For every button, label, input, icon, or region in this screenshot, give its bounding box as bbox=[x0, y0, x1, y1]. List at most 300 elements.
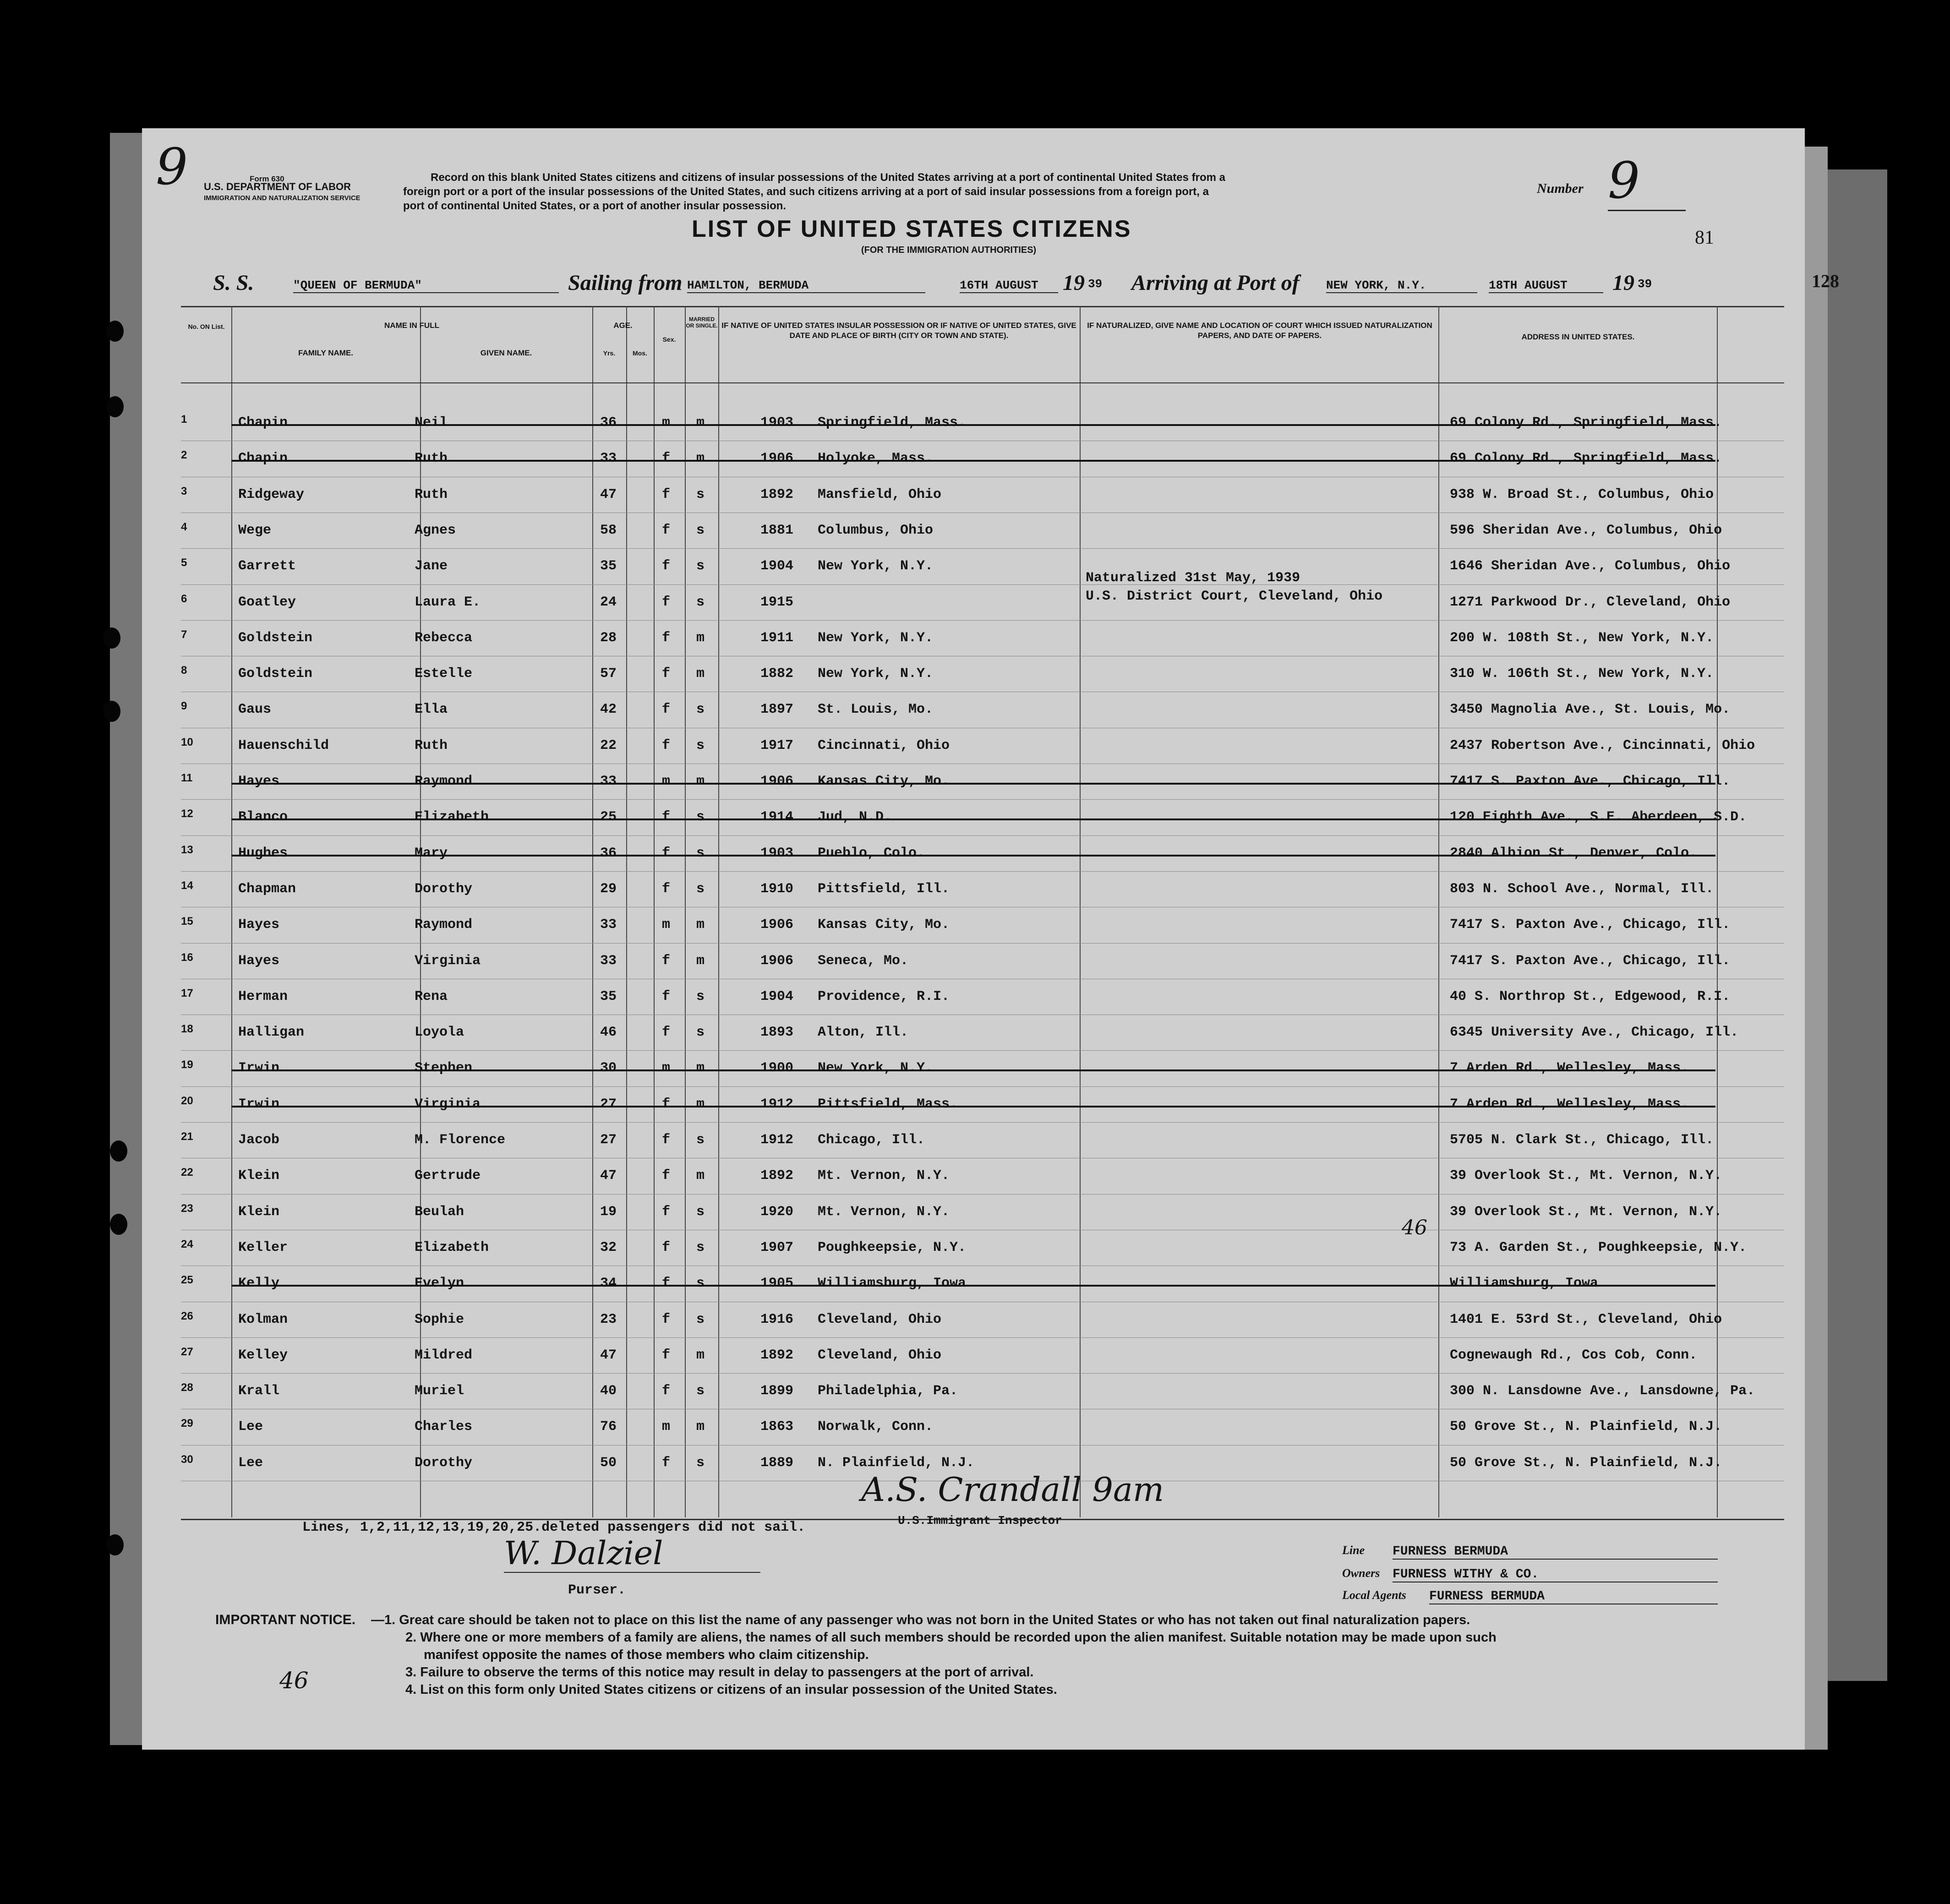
corner-page-mark: 9 bbox=[156, 137, 188, 196]
address: 310 W. 106th St., New York, N.Y. bbox=[1450, 666, 1714, 682]
sailing-from-label: Sailing from bbox=[568, 271, 683, 295]
row-number: 28 bbox=[181, 1381, 193, 1394]
strikethrough-line bbox=[231, 818, 1715, 820]
col-header-naturalized: IF NATURALIZED, GIVE NAME AND LOCATION OF COURT WHICH ISSUED NATURALIZATION PAPERS, AND DATE OF PAPERS. bbox=[1087, 321, 1432, 340]
table-row bbox=[181, 1337, 1784, 1373]
row-number: 15 bbox=[181, 915, 193, 928]
marital-status: m bbox=[696, 1419, 705, 1435]
page-title: LIST OF UNITED STATES CITIZENS bbox=[692, 216, 1132, 242]
notice-4: 4. List on this form only United States citizens or citizens of an insular possession of the United States. bbox=[405, 1682, 1057, 1697]
address: 3450 Magnolia Ave., St. Louis, Mo. bbox=[1450, 702, 1731, 718]
age-years: 35 bbox=[600, 558, 617, 574]
department-label: U.S. DEPARTMENT OF LABOR bbox=[204, 181, 351, 192]
given-name: Sophie bbox=[415, 1311, 464, 1327]
marital-status: s bbox=[696, 1455, 705, 1471]
birth-place: Cincinnati, Ohio bbox=[818, 737, 950, 753]
family-name: Hauenschild bbox=[238, 737, 329, 753]
birth-place: New York, N.Y. bbox=[818, 558, 934, 574]
marital-status: s bbox=[696, 845, 705, 861]
table-row bbox=[181, 799, 1784, 835]
birth-place: N. Plainfield, N.J. bbox=[818, 1455, 975, 1471]
sex: f bbox=[662, 1383, 671, 1399]
birth-year: 1906 bbox=[760, 774, 794, 789]
family-name: Goatley bbox=[238, 594, 296, 610]
birth-year: 1881 bbox=[760, 522, 794, 538]
table-row bbox=[181, 1230, 1784, 1266]
given-name: Virginia bbox=[415, 1096, 481, 1112]
row-number: 9 bbox=[181, 700, 187, 713]
family-name: Ridgeway bbox=[238, 486, 305, 502]
age-years: 42 bbox=[600, 702, 617, 718]
marital-status: s bbox=[696, 1311, 705, 1327]
given-name: Raymond bbox=[415, 774, 473, 789]
marital-status: m bbox=[696, 415, 705, 431]
given-name: Beulah bbox=[415, 1204, 464, 1220]
table-row bbox=[181, 871, 1784, 907]
age-years: 32 bbox=[600, 1239, 617, 1255]
address: 50 Grove St., N. Plainfield, N.J. bbox=[1450, 1455, 1722, 1471]
row-number: 18 bbox=[181, 1023, 193, 1036]
table-row bbox=[181, 656, 1784, 692]
table-row bbox=[181, 1086, 1784, 1122]
sex: f bbox=[662, 737, 671, 753]
address: 300 N. Lansdowne Ave., Lansdowne, Pa. bbox=[1450, 1383, 1755, 1399]
address: 7417 S. Paxton Ave., Chicago, Ill. bbox=[1450, 917, 1731, 933]
ss-label: S. S. bbox=[213, 271, 254, 295]
punch-hole bbox=[103, 627, 120, 649]
family-name: Chapin bbox=[238, 451, 288, 467]
age-years: 24 bbox=[600, 594, 617, 610]
table-row bbox=[181, 1266, 1784, 1301]
table-row bbox=[181, 692, 1784, 727]
strikethrough-line bbox=[231, 424, 1715, 426]
given-name: Ella bbox=[415, 702, 448, 718]
age-years: 36 bbox=[600, 415, 617, 431]
birth-year: 1907 bbox=[760, 1239, 794, 1255]
table-row bbox=[181, 548, 1784, 584]
age-years: 22 bbox=[600, 737, 617, 753]
col-header-mos: Mos. bbox=[633, 349, 647, 357]
birth-place: Philadelphia, Pa. bbox=[818, 1383, 958, 1399]
birth-year: 1917 bbox=[760, 737, 794, 753]
table-row bbox=[181, 1302, 1784, 1337]
strikethrough-line bbox=[231, 855, 1715, 857]
notice-title: IMPORTANT NOTICE. bbox=[215, 1612, 356, 1627]
strikethrough-line bbox=[231, 783, 1715, 785]
agents-value: FURNESS BERMUDA bbox=[1429, 1589, 1718, 1604]
given-name: Evelyn bbox=[415, 1276, 464, 1292]
deleted-passengers-note: Lines, 1,2,11,12,13,19,20,25.deleted passengers did not sail. bbox=[302, 1520, 806, 1535]
row-number: 7 bbox=[181, 628, 187, 641]
sex: f bbox=[662, 1347, 671, 1363]
row-number: 5 bbox=[181, 556, 187, 569]
given-name: Mildred bbox=[415, 1347, 473, 1363]
birth-place: Pueblo, Colo. bbox=[818, 845, 925, 861]
sex: m bbox=[662, 415, 671, 431]
marital-status: s bbox=[696, 1239, 705, 1255]
punch-hole bbox=[106, 321, 124, 342]
row-number: 17 bbox=[181, 987, 193, 999]
family-name: Chapman bbox=[238, 881, 296, 897]
address: 7417 S. Paxton Ave., Chicago, Ill. bbox=[1450, 774, 1731, 789]
table-row bbox=[181, 1158, 1784, 1194]
given-name: Elizabeth bbox=[415, 809, 489, 825]
birth-place: Columbus, Ohio bbox=[818, 522, 934, 538]
col-header-given: GIVEN NAME. bbox=[480, 349, 532, 357]
family-name: Garrett bbox=[238, 558, 296, 574]
address: 803 N. School Ave., Normal, Ill. bbox=[1450, 881, 1714, 897]
birth-year: 1912 bbox=[760, 1096, 794, 1112]
birth-year: 1904 bbox=[760, 988, 794, 1004]
sex: f bbox=[662, 486, 671, 502]
age-years: 35 bbox=[600, 988, 617, 1004]
birth-place: New York, N.Y. bbox=[818, 630, 934, 646]
birth-year: 1882 bbox=[760, 666, 794, 682]
address: 1646 Sheridan Ave., Columbus, Ohio bbox=[1450, 558, 1731, 574]
number-label: Number bbox=[1537, 181, 1584, 196]
birth-place: Mt. Vernon, N.Y. bbox=[818, 1168, 950, 1184]
row-number: 30 bbox=[181, 1453, 193, 1466]
birth-place: Pittsfield, Mass. bbox=[818, 1096, 958, 1112]
age-years: 25 bbox=[600, 809, 617, 825]
sex: f bbox=[662, 953, 671, 969]
sex: f bbox=[662, 1204, 671, 1220]
family-name: Blanco bbox=[238, 809, 288, 825]
row-number: 1 bbox=[181, 413, 187, 426]
age-years: 34 bbox=[600, 1276, 617, 1292]
birth-year: 1906 bbox=[760, 953, 794, 969]
col-header-yrs: Yrs. bbox=[603, 349, 616, 357]
marital-status: m bbox=[696, 451, 705, 467]
marital-status: s bbox=[696, 1204, 705, 1220]
age-years: 47 bbox=[600, 1347, 617, 1363]
family-name: Jacob bbox=[238, 1132, 280, 1148]
birth-place: Kansas City, Mo. bbox=[818, 917, 950, 933]
corner-hand-note: 46 bbox=[279, 1667, 309, 1694]
age-years: 29 bbox=[600, 881, 617, 897]
birth-place: Cleveland, Ohio bbox=[818, 1347, 942, 1363]
birth-place: Seneca, Mo. bbox=[818, 953, 909, 969]
birth-year: 1904 bbox=[760, 558, 794, 574]
margin-note: 46 bbox=[1402, 1216, 1427, 1239]
address: 7417 S. Paxton Ave., Chicago, Ill. bbox=[1450, 953, 1731, 969]
marital-status: s bbox=[696, 1383, 705, 1399]
address: 39 Overlook St., Mt. Vernon, N.Y. bbox=[1450, 1168, 1722, 1184]
birth-year: 1892 bbox=[760, 1347, 794, 1363]
table-row bbox=[181, 441, 1784, 476]
marital-status: s bbox=[696, 881, 705, 897]
birth-year: 1889 bbox=[760, 1455, 794, 1471]
sex: m bbox=[662, 917, 671, 933]
age-years: 23 bbox=[600, 1311, 617, 1327]
birth-place: Cleveland, Ohio bbox=[818, 1311, 942, 1327]
age-years: 46 bbox=[600, 1025, 617, 1041]
given-name: Estelle bbox=[415, 666, 473, 682]
notice-3: 3. Failure to observe the terms of this notice may result in delay to passengers at the port of arrival. bbox=[405, 1665, 1034, 1680]
row-number: 22 bbox=[181, 1166, 193, 1179]
age-years: 19 bbox=[600, 1204, 617, 1220]
row-number: 27 bbox=[181, 1345, 193, 1358]
table-row bbox=[181, 1194, 1784, 1230]
punch-hole bbox=[106, 396, 124, 417]
address: 7 Arden Rd., Wellesley, Mass. bbox=[1450, 1096, 1689, 1112]
family-name: Irwin bbox=[238, 1060, 280, 1076]
sex: m bbox=[662, 1060, 671, 1076]
family-name: Wege bbox=[238, 522, 272, 538]
sex: m bbox=[662, 1419, 671, 1435]
sex: f bbox=[662, 558, 671, 574]
table-row bbox=[181, 1373, 1784, 1409]
given-name: Charles bbox=[415, 1419, 473, 1435]
address: 2840 Albion St., Denver, Colo. bbox=[1450, 845, 1698, 861]
marital-status: m bbox=[696, 953, 705, 969]
sex: f bbox=[662, 1132, 671, 1148]
birth-place: Holyoke, Mass. bbox=[818, 451, 934, 467]
table-row bbox=[181, 979, 1784, 1015]
record-instruction-1: Record on this blank United States citizens and citizens of insular possessions of the United States arriving at a port of continental United States from a bbox=[431, 171, 1225, 184]
table-row bbox=[181, 728, 1784, 764]
age-years: 27 bbox=[600, 1096, 617, 1112]
strikethrough-line bbox=[231, 1285, 1715, 1287]
given-name: Raymond bbox=[415, 917, 473, 933]
row-number: 20 bbox=[181, 1094, 193, 1107]
sail-year-prefix: 19 bbox=[1063, 271, 1085, 295]
sailing-date: 16TH AUGUST bbox=[960, 278, 1058, 293]
birth-place: Chicago, Ill. bbox=[818, 1132, 925, 1148]
age-years: 30 bbox=[600, 1060, 617, 1076]
sex: f bbox=[662, 1455, 671, 1471]
age-years: 36 bbox=[600, 845, 617, 861]
given-name: Ruth bbox=[415, 737, 448, 753]
birth-year: 1905 bbox=[760, 1276, 794, 1292]
address: Cognewaugh Rd., Cos Cob, Conn. bbox=[1450, 1347, 1698, 1363]
punch-hole bbox=[103, 701, 120, 722]
marital-status: m bbox=[696, 630, 705, 646]
given-name: Loyola bbox=[415, 1025, 464, 1041]
naturalization-note-line-2: U.S. District Court, Cleveland, Ohio bbox=[1086, 589, 1383, 604]
given-name: Stephen bbox=[415, 1060, 473, 1076]
row-number: 16 bbox=[181, 951, 193, 964]
strikethrough-line bbox=[231, 460, 1715, 462]
marital-status: m bbox=[696, 1060, 705, 1076]
family-name: Halligan bbox=[238, 1025, 305, 1041]
age-years: 50 bbox=[600, 1455, 617, 1471]
birth-year: 1920 bbox=[760, 1204, 794, 1220]
address: 40 S. Northrop St., Edgewood, R.I. bbox=[1450, 988, 1731, 1004]
given-name: Laura E. bbox=[415, 594, 481, 610]
age-years: 47 bbox=[600, 1168, 617, 1184]
birth-place: Springfield, Mass. bbox=[818, 415, 967, 431]
row-number: 4 bbox=[181, 520, 187, 533]
arrive-year: 39 bbox=[1638, 277, 1652, 291]
given-name: Neil bbox=[415, 415, 448, 431]
birth-year: 1903 bbox=[760, 845, 794, 861]
marital-status: s bbox=[696, 594, 705, 610]
family-name: Kolman bbox=[238, 1311, 288, 1327]
line-label: Line bbox=[1342, 1544, 1365, 1557]
row-number: 8 bbox=[181, 664, 187, 677]
sex: f bbox=[662, 1096, 671, 1112]
row-number: 21 bbox=[181, 1130, 193, 1143]
marital-status: s bbox=[696, 558, 705, 574]
family-name: Goldstein bbox=[238, 630, 313, 646]
birth-year: 1893 bbox=[760, 1025, 794, 1041]
given-name: Jane bbox=[415, 558, 448, 574]
row-number: 14 bbox=[181, 879, 193, 892]
marital-status: s bbox=[696, 809, 705, 825]
address: 7 Arden Rd., Wellesley, Mass. bbox=[1450, 1060, 1689, 1076]
table-row bbox=[181, 1015, 1784, 1050]
family-name: Klein bbox=[238, 1204, 280, 1220]
birth-year: 1906 bbox=[760, 917, 794, 933]
given-name: Mary bbox=[415, 845, 448, 861]
row-number: 19 bbox=[181, 1058, 193, 1071]
birth-year: 1892 bbox=[760, 1168, 794, 1184]
departure-port: HAMILTON, BERMUDA bbox=[687, 278, 925, 293]
birth-place: Mansfield, Ohio bbox=[818, 486, 942, 502]
given-name: Dorothy bbox=[415, 1455, 473, 1471]
age-years: 33 bbox=[600, 953, 617, 969]
table-row bbox=[181, 943, 1784, 979]
family-name: Krall bbox=[238, 1383, 280, 1399]
birth-year: 1911 bbox=[760, 630, 794, 646]
table-row bbox=[181, 477, 1784, 513]
address: 1271 Parkwood Dr., Cleveland, Ohio bbox=[1450, 594, 1731, 610]
given-name: Gertrude bbox=[415, 1168, 481, 1184]
binding-strip-right-outer bbox=[1828, 169, 1887, 1681]
row-number: 3 bbox=[181, 485, 187, 497]
birth-year: 1863 bbox=[760, 1419, 794, 1435]
address: 6345 University Ave., Chicago, Ill. bbox=[1450, 1025, 1739, 1041]
address: 120 Eighth Ave., S.E. Aberdeen, S.D. bbox=[1450, 809, 1747, 825]
marital-status: m bbox=[696, 1096, 705, 1112]
table-row bbox=[181, 513, 1784, 548]
birth-year: 1916 bbox=[760, 1311, 794, 1327]
record-instruction-2: foreign port or a port of the insular possessions of the United States, and such citizens arriving at a port of said insular possessions from a foreign port, a bbox=[403, 185, 1209, 198]
address: 1401 E. 53rd St., Cleveland, Ohio bbox=[1450, 1311, 1722, 1327]
birth-year: 1910 bbox=[760, 881, 794, 897]
sail-year: 39 bbox=[1088, 277, 1103, 291]
family-name: Keller bbox=[238, 1239, 288, 1255]
age-years: 33 bbox=[600, 451, 617, 467]
given-name: Muriel bbox=[415, 1383, 464, 1399]
purser-signature: W. Dalziel bbox=[504, 1534, 760, 1573]
given-name: M. Florence bbox=[415, 1132, 506, 1148]
family-name: Goldstein bbox=[238, 666, 313, 682]
edge-stamp: 128 bbox=[1812, 271, 1839, 291]
given-name: Elizabeth bbox=[415, 1239, 489, 1255]
marital-status: s bbox=[696, 1025, 705, 1041]
notice-1: —1. Great care should be taken not to place on this list the name of any passenger who was not born in the United States or who has not taken out final naturalization papers. bbox=[371, 1613, 1470, 1627]
birth-year: 1900 bbox=[760, 1060, 794, 1076]
sex: f bbox=[662, 666, 671, 682]
naturalization-note-line-1: Naturalized 31st May, 1939 bbox=[1086, 570, 1300, 586]
given-name: Dorothy bbox=[415, 881, 473, 897]
birth-place: New York, N.Y. bbox=[818, 1060, 934, 1076]
sex: f bbox=[662, 522, 671, 538]
address: 938 W. Broad St., Columbus, Ohio bbox=[1450, 486, 1714, 502]
birth-year: 1892 bbox=[760, 486, 794, 502]
punch-hole bbox=[106, 1534, 124, 1555]
arriving-label: Arriving at Port of bbox=[1131, 271, 1300, 295]
agents-label: Local Agents bbox=[1342, 1588, 1406, 1602]
sex: f bbox=[662, 845, 671, 861]
given-name: Rena bbox=[415, 988, 448, 1004]
birth-year: 1897 bbox=[760, 702, 794, 718]
table-row bbox=[181, 835, 1784, 871]
age-years: 57 bbox=[600, 666, 617, 682]
col-header-sex: Sex. bbox=[662, 336, 676, 343]
service-label: IMMIGRATION AND NATURALIZATION SERVICE bbox=[204, 194, 361, 202]
family-name: Kelley bbox=[238, 1347, 288, 1363]
age-years: 40 bbox=[600, 1383, 617, 1399]
row-number: 10 bbox=[181, 736, 193, 748]
given-name: Virginia bbox=[415, 953, 481, 969]
inspector-signature: A.S. Crandall 9am bbox=[861, 1470, 1164, 1509]
family-name: Hayes bbox=[238, 953, 280, 969]
row-number: 11 bbox=[181, 772, 193, 784]
birth-year: 1903 bbox=[760, 415, 794, 431]
address: 200 W. 108th St., New York, N.Y. bbox=[1450, 630, 1714, 646]
marital-status: m bbox=[696, 774, 705, 789]
birth-year: 1906 bbox=[760, 451, 794, 467]
sex: m bbox=[662, 774, 671, 789]
page-stamp: 81 bbox=[1695, 227, 1714, 248]
family-name: Hayes bbox=[238, 774, 280, 789]
family-name: Kelly bbox=[238, 1276, 280, 1292]
address: 69 Colony Rd., Springfield, Mass. bbox=[1450, 415, 1722, 431]
row-number: 12 bbox=[181, 807, 193, 820]
birth-year: 1912 bbox=[760, 1132, 794, 1148]
arrival-date: 18TH AUGUST bbox=[1489, 278, 1603, 293]
birth-place: New York, N.Y. bbox=[818, 666, 934, 682]
address: 69 Colony Rd., Springfield, Mass. bbox=[1450, 451, 1722, 467]
birth-place: Pittsfield, Ill. bbox=[818, 881, 950, 897]
row-number: 13 bbox=[181, 843, 193, 856]
marital-status: s bbox=[696, 988, 705, 1004]
age-years: 47 bbox=[600, 486, 617, 502]
col-header-birth: IF NATIVE OF UNITED STATES INSULAR POSSESSION OR IF NATIVE OF UNITED STATES, GIVE DATE AND PLACE OF BIRTH (CITY OR TOWN AND STATE). bbox=[721, 321, 1076, 340]
age-years: 33 bbox=[600, 774, 617, 789]
birth-place: Providence, R.I. bbox=[818, 988, 950, 1004]
row-number: 6 bbox=[181, 592, 187, 605]
marital-status: m bbox=[696, 1168, 705, 1184]
birth-place: Mt. Vernon, N.Y. bbox=[818, 1204, 950, 1220]
sex: f bbox=[662, 881, 671, 897]
marital-status: s bbox=[696, 737, 705, 753]
marital-status: s bbox=[696, 1276, 705, 1292]
birth-year: 1915 bbox=[760, 594, 794, 610]
age-years: 58 bbox=[600, 522, 617, 538]
address: 596 Sheridan Ave., Columbus, Ohio bbox=[1450, 522, 1722, 538]
sex: f bbox=[662, 1239, 671, 1255]
marital-status: s bbox=[696, 486, 705, 502]
table-row bbox=[181, 1122, 1784, 1158]
sex: f bbox=[662, 809, 671, 825]
record-instruction-3: port of continental United States, or a port of another insular possession. bbox=[403, 200, 787, 212]
arrive-year-prefix: 19 bbox=[1612, 271, 1634, 295]
col-header-no: No. ON List. bbox=[188, 323, 225, 330]
birth-place: Norwalk, Conn. bbox=[818, 1419, 934, 1435]
table-row bbox=[181, 1409, 1784, 1445]
row-number: 25 bbox=[181, 1274, 193, 1287]
sex: f bbox=[662, 1276, 671, 1292]
row-number: 2 bbox=[181, 449, 187, 462]
address: 73 A. Garden St., Poughkeepsie, N.Y. bbox=[1450, 1239, 1747, 1255]
table-row bbox=[181, 764, 1784, 799]
given-name: Rebecca bbox=[415, 630, 473, 646]
family-name: Herman bbox=[238, 988, 288, 1004]
